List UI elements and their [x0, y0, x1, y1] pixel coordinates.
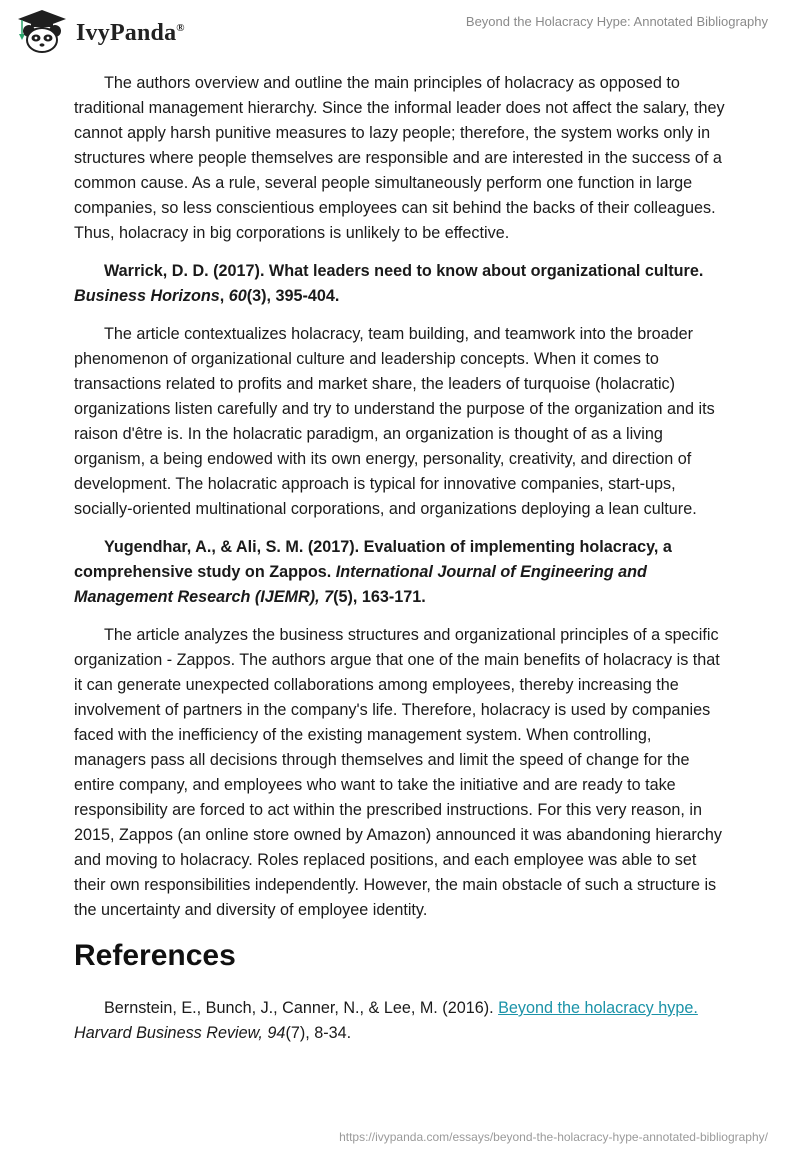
- document-title: Beyond the Holacracy Hype: Annotated Bibliography: [465, 14, 768, 29]
- references-heading: References: [74, 939, 236, 972]
- reference-link[interactable]: Beyond the holacracy hype.: [498, 999, 698, 1017]
- annotation-paragraph: The article analyzes the business structures and organizational principles of a specific organization - Zappos. The authors argue that one of the main benefits of holacracy is that it can generate unexpected collaborations among employees, thereby increasing the involvement of partners in the company's life. Therefore, holacracy is used by companies faced with the inefficiency of the existing management system. When controlling, managers pass all decisions through themselves and limit the speed of change for the entire company, and employees who want to take the initiative and are ready to take responsibility are forced to act within the prescribed instructions. For this very reason, in 2015, Zappos (an online store owned by Amazon) announced it was abandoning hierarchy and moving to holacracy. Roles replaced positions, and each employee was able to set their own responsibilities independently. However, the main obstacle of such a structure is the uncertainty and diversity of employee identity.: [74, 626, 722, 919]
- annotation-paragraph: The authors overview and outline the main principles of holacracy as opposed to traditional management hierarchy. Since the informal leader does not affect the salary, they cannot apply harsh punitive measures to lazy people; therefore, the system works only in structures where people themselves are responsible and are interested in the success of a common cause. As a rule, several people simultaneously perform one function in large companies, so less conscientious employees can sit behind the backs of their colleagues. Thus, holacracy in big corporations is unlikely to be effective.: [74, 74, 725, 242]
- bibliography-entry: Yugendhar, A., & Ali, S. M. (2017). Evaluation of implementing holacracy, a comprehensive study on Zappos. International Journal of Engineering and Management Research (IJEMR), 7(5), 163-171.: [74, 538, 672, 606]
- page-header: [0, 0, 800, 60]
- brand-name: IvyPanda®: [76, 19, 185, 46]
- document-body: [74, 71, 726, 1059]
- bibliography-entry: Warrick, D. D. (2017). What leaders need to know about organizational culture. Business Horizons, 60(3), 395-404.: [74, 262, 704, 305]
- annotation-paragraph: The article contextualizes holacracy, team building, and teamwork into the broader phenomenon of organizational culture and leadership concepts. When it comes to transactions related to profits and market share, the leaders of turquoise (holacratic) organizations listen carefully and try to understand the purpose of the organization and its raison d'être is. In the holacratic paradigm, an organization is thought of as a living organism, a being endowed with its own energy, personality, creativity, and direction of development. The holacratic approach is typical for innovative companies, start-ups, socially-oriented multinational corporations, and organizations deploying a lean culture.: [74, 325, 715, 518]
- reference-item: Bernstein, E., Bunch, J., Canner, N., & Lee, M. (2016). Beyond the holacracy hype. Harvard Business Review, 94(7), 8-34.: [74, 999, 698, 1042]
- ivypanda-logo[interactable]: [14, 8, 185, 54]
- source-url: https://ivypanda.com/essays/beyond-the-holacracy-hype-annotated-bibliography/: [339, 1130, 768, 1144]
- panda-mascot-icon: [14, 8, 70, 54]
